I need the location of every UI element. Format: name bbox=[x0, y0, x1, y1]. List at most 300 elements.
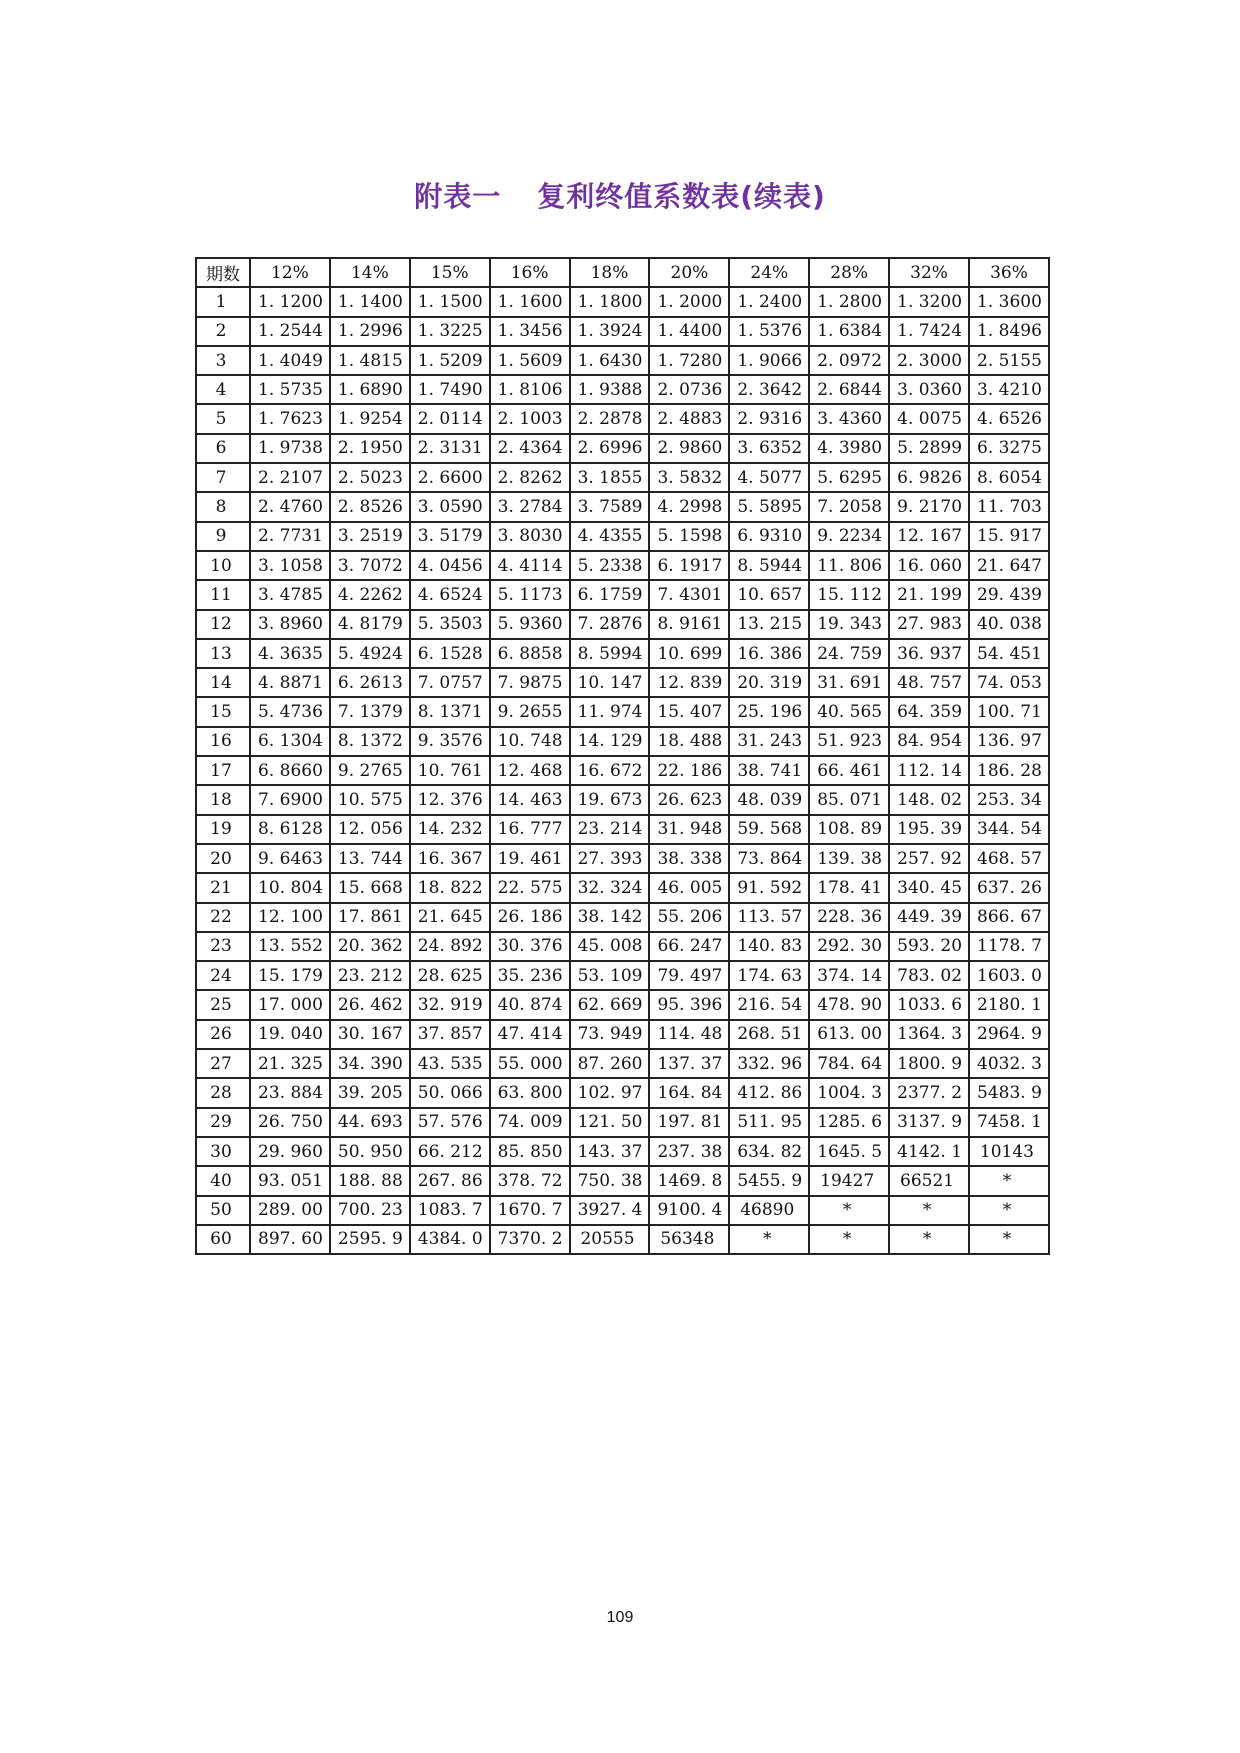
table-header-row bbox=[196, 258, 1049, 287]
factor-cell: 700. 23 bbox=[330, 1196, 410, 1225]
factor-cell: 8. 6128 bbox=[250, 815, 330, 844]
factor-cell: 137. 37 bbox=[649, 1049, 729, 1078]
factor-cell: 1. 4049 bbox=[250, 346, 330, 375]
factor-cell: 136. 97 bbox=[969, 727, 1049, 756]
factor-cell: 10. 147 bbox=[570, 668, 650, 697]
factor-cell: 51. 923 bbox=[809, 727, 889, 756]
factor-cell: 21. 325 bbox=[250, 1049, 330, 1078]
factor-cell: 66521 bbox=[889, 1166, 969, 1195]
factor-cell: 1. 5209 bbox=[410, 346, 490, 375]
period-cell: 30 bbox=[196, 1137, 250, 1166]
factor-cell: 28. 625 bbox=[410, 961, 490, 990]
factor-cell: 22. 186 bbox=[649, 756, 729, 785]
factor-cell: 4. 2262 bbox=[330, 580, 410, 609]
factor-cell: 62. 669 bbox=[570, 990, 650, 1019]
factor-cell: 1. 3225 bbox=[410, 317, 490, 346]
factor-cell: 2. 6844 bbox=[809, 375, 889, 404]
factor-cell: 23. 214 bbox=[570, 815, 650, 844]
period-cell: 20 bbox=[196, 844, 250, 873]
factor-cell: 10. 748 bbox=[490, 727, 570, 756]
factor-cell: 292. 30 bbox=[809, 932, 889, 961]
factor-cell: 344. 54 bbox=[969, 815, 1049, 844]
table-row bbox=[196, 1049, 1049, 1078]
factor-cell: 1. 9254 bbox=[330, 404, 410, 433]
factor-cell: 50. 066 bbox=[410, 1078, 490, 1107]
factor-cell: 66. 247 bbox=[649, 932, 729, 961]
factor-cell: 289. 00 bbox=[250, 1196, 330, 1225]
factor-cell: 20. 362 bbox=[330, 932, 410, 961]
factor-cell: 216. 54 bbox=[729, 990, 809, 1019]
factor-cell: 164. 84 bbox=[649, 1078, 729, 1107]
factor-cell: 9. 2170 bbox=[889, 492, 969, 521]
factor-cell: 2. 7731 bbox=[250, 522, 330, 551]
factor-cell: * bbox=[809, 1225, 889, 1254]
table-row bbox=[196, 1020, 1049, 1049]
factor-cell: 8. 5994 bbox=[570, 639, 650, 668]
factor-cell: 1. 2996 bbox=[330, 317, 410, 346]
factor-cell: 38. 338 bbox=[649, 844, 729, 873]
factor-cell: 95. 396 bbox=[649, 990, 729, 1019]
factor-cell: 11. 703 bbox=[969, 492, 1049, 521]
factor-cell: 3. 7072 bbox=[330, 551, 410, 580]
factor-cell: 1178. 7 bbox=[969, 932, 1049, 961]
factor-cell: 1. 2000 bbox=[649, 287, 729, 316]
table-row bbox=[196, 404, 1049, 433]
factor-cell: 16. 777 bbox=[490, 815, 570, 844]
factor-cell: 5. 4924 bbox=[330, 639, 410, 668]
factor-cell: 5. 1173 bbox=[490, 580, 570, 609]
factor-cell: 12. 056 bbox=[330, 815, 410, 844]
page-title-appendix: 附表一 bbox=[414, 179, 502, 213]
factor-cell: 783. 02 bbox=[889, 961, 969, 990]
factor-cell: 7370. 2 bbox=[490, 1225, 570, 1254]
factor-cell: 378. 72 bbox=[490, 1166, 570, 1195]
factor-cell: 26. 462 bbox=[330, 990, 410, 1019]
factor-cell: 19. 673 bbox=[570, 785, 650, 814]
factor-cell: 47. 414 bbox=[490, 1020, 570, 1049]
factor-cell: 2. 6996 bbox=[570, 434, 650, 463]
factor-cell: 4. 2998 bbox=[649, 492, 729, 521]
factor-cell: 178. 41 bbox=[809, 873, 889, 902]
factor-cell: 4. 3635 bbox=[250, 639, 330, 668]
factor-cell: 6. 1304 bbox=[250, 727, 330, 756]
factor-cell: 1. 4815 bbox=[330, 346, 410, 375]
factor-cell: 5. 2899 bbox=[889, 434, 969, 463]
period-cell: 60 bbox=[196, 1225, 250, 1254]
factor-cell: 12. 100 bbox=[250, 903, 330, 932]
factor-cell: 13. 552 bbox=[250, 932, 330, 961]
factor-cell: 43. 535 bbox=[410, 1049, 490, 1078]
factor-cell: 2. 2107 bbox=[250, 463, 330, 492]
factor-cell: 19. 040 bbox=[250, 1020, 330, 1049]
period-cell: 19 bbox=[196, 815, 250, 844]
factor-cell: 332. 96 bbox=[729, 1049, 809, 1078]
factor-cell: 11. 806 bbox=[809, 551, 889, 580]
factor-cell: 30. 167 bbox=[330, 1020, 410, 1049]
factor-cell: 1. 3456 bbox=[490, 317, 570, 346]
table-body bbox=[196, 287, 1049, 1254]
factor-cell: 27. 393 bbox=[570, 844, 650, 873]
factor-cell: 2. 1950 bbox=[330, 434, 410, 463]
factor-cell: 5483. 9 bbox=[969, 1078, 1049, 1107]
header-rate: 20% bbox=[649, 258, 729, 287]
factor-cell: 19. 343 bbox=[809, 610, 889, 639]
factor-cell: 1. 9738 bbox=[250, 434, 330, 463]
factor-cell: 1. 1500 bbox=[410, 287, 490, 316]
factor-cell: 1. 2544 bbox=[250, 317, 330, 346]
factor-cell: 50. 950 bbox=[330, 1137, 410, 1166]
factor-cell: 15. 917 bbox=[969, 522, 1049, 551]
factor-cell: 100. 71 bbox=[969, 697, 1049, 726]
factor-cell: 66. 212 bbox=[410, 1137, 490, 1166]
factor-cell: 7458. 1 bbox=[969, 1108, 1049, 1137]
factor-cell: 84. 954 bbox=[889, 727, 969, 756]
factor-cell: 15. 407 bbox=[649, 697, 729, 726]
factor-cell: 48. 039 bbox=[729, 785, 809, 814]
factor-cell: 57. 576 bbox=[410, 1108, 490, 1137]
period-cell: 12 bbox=[196, 610, 250, 639]
factor-cell: 10. 804 bbox=[250, 873, 330, 902]
table-row bbox=[196, 317, 1049, 346]
factor-cell: 1285. 6 bbox=[809, 1108, 889, 1137]
factor-cell: 7. 2058 bbox=[809, 492, 889, 521]
table-row bbox=[196, 1137, 1049, 1166]
period-cell: 3 bbox=[196, 346, 250, 375]
factor-cell: 1603. 0 bbox=[969, 961, 1049, 990]
factor-cell: 6. 1917 bbox=[649, 551, 729, 580]
factor-cell: * bbox=[969, 1196, 1049, 1225]
factor-cell: * bbox=[969, 1225, 1049, 1254]
factor-cell: 31. 243 bbox=[729, 727, 809, 756]
factor-cell: 197. 81 bbox=[649, 1108, 729, 1137]
factor-cell: 4. 0075 bbox=[889, 404, 969, 433]
factor-cell: 9. 3576 bbox=[410, 727, 490, 756]
factor-cell: 593. 20 bbox=[889, 932, 969, 961]
header-rate: 28% bbox=[809, 258, 889, 287]
table-row bbox=[196, 844, 1049, 873]
factor-cell: 7. 4301 bbox=[649, 580, 729, 609]
factor-cell: 74. 053 bbox=[969, 668, 1049, 697]
period-cell: 24 bbox=[196, 961, 250, 990]
factor-cell: 9. 6463 bbox=[250, 844, 330, 873]
period-cell: 4 bbox=[196, 375, 250, 404]
factor-cell: 10. 575 bbox=[330, 785, 410, 814]
factor-cell: 4032. 3 bbox=[969, 1049, 1049, 1078]
factor-cell: 24. 759 bbox=[809, 639, 889, 668]
factor-cell: 55. 000 bbox=[490, 1049, 570, 1078]
factor-cell: 2. 5023 bbox=[330, 463, 410, 492]
factor-cell: 253. 34 bbox=[969, 785, 1049, 814]
factor-cell: 15. 668 bbox=[330, 873, 410, 902]
factor-cell: 1. 5735 bbox=[250, 375, 330, 404]
factor-cell: 8. 6054 bbox=[969, 463, 1049, 492]
factor-cell: 3. 5832 bbox=[649, 463, 729, 492]
factor-cell: 3. 8960 bbox=[250, 610, 330, 639]
factor-cell: 7. 6900 bbox=[250, 785, 330, 814]
factor-cell: 1364. 3 bbox=[889, 1020, 969, 1049]
table-row bbox=[196, 903, 1049, 932]
factor-cell: 6. 1528 bbox=[410, 639, 490, 668]
table-row bbox=[196, 668, 1049, 697]
period-cell: 10 bbox=[196, 551, 250, 580]
factor-cell: 3. 2784 bbox=[490, 492, 570, 521]
factor-cell: 20. 319 bbox=[729, 668, 809, 697]
factor-cell: 1. 8496 bbox=[969, 317, 1049, 346]
factor-cell: 1. 7280 bbox=[649, 346, 729, 375]
factor-cell: 4. 4114 bbox=[490, 551, 570, 580]
table-row bbox=[196, 1108, 1049, 1137]
factor-cell: 74. 009 bbox=[490, 1108, 570, 1137]
factor-cell: 10. 761 bbox=[410, 756, 490, 785]
factor-cell: 4. 6524 bbox=[410, 580, 490, 609]
factor-cell: 6. 8858 bbox=[490, 639, 570, 668]
header-period: 期数 bbox=[196, 258, 250, 287]
factor-cell: 2377. 2 bbox=[889, 1078, 969, 1107]
factor-cell: 5. 1598 bbox=[649, 522, 729, 551]
factor-cell: 1033. 6 bbox=[889, 990, 969, 1019]
factor-cell: 26. 623 bbox=[649, 785, 729, 814]
period-cell: 16 bbox=[196, 727, 250, 756]
factor-cell: 468. 57 bbox=[969, 844, 1049, 873]
factor-cell: 7. 1379 bbox=[330, 697, 410, 726]
factor-cell: 8. 9161 bbox=[649, 610, 729, 639]
factor-cell: 2. 9860 bbox=[649, 434, 729, 463]
factor-cell: 3. 4210 bbox=[969, 375, 1049, 404]
factor-cell: 31. 948 bbox=[649, 815, 729, 844]
factor-cell: 4142. 1 bbox=[889, 1137, 969, 1166]
factor-cell: 32. 919 bbox=[410, 990, 490, 1019]
factor-cell: 3. 0590 bbox=[410, 492, 490, 521]
period-cell: 25 bbox=[196, 990, 250, 1019]
header-rate: 36% bbox=[969, 258, 1049, 287]
factor-cell: 3. 4785 bbox=[250, 580, 330, 609]
period-cell: 28 bbox=[196, 1078, 250, 1107]
table-row bbox=[196, 375, 1049, 404]
factor-cell: 3927. 4 bbox=[570, 1196, 650, 1225]
factor-cell: 4. 8179 bbox=[330, 610, 410, 639]
page-title bbox=[0, 175, 1240, 215]
factor-cell: 48. 757 bbox=[889, 668, 969, 697]
period-cell: 27 bbox=[196, 1049, 250, 1078]
header-rate: 14% bbox=[330, 258, 410, 287]
factor-cell: 4. 8871 bbox=[250, 668, 330, 697]
header-rate: 16% bbox=[490, 258, 570, 287]
factor-cell: 1. 7424 bbox=[889, 317, 969, 346]
factor-cell: 268. 51 bbox=[729, 1020, 809, 1049]
factor-cell: 16. 060 bbox=[889, 551, 969, 580]
factor-cell: 1. 3200 bbox=[889, 287, 969, 316]
header-rate: 15% bbox=[410, 258, 490, 287]
factor-cell: 45. 008 bbox=[570, 932, 650, 961]
factor-cell: 1. 5609 bbox=[490, 346, 570, 375]
header-rate: 24% bbox=[729, 258, 809, 287]
period-cell: 2 bbox=[196, 317, 250, 346]
factor-cell: 9. 2655 bbox=[490, 697, 570, 726]
factor-cell: 18. 822 bbox=[410, 873, 490, 902]
factor-cell: 6. 1759 bbox=[570, 580, 650, 609]
factor-cell: 2. 1003 bbox=[490, 404, 570, 433]
table-row bbox=[196, 1166, 1049, 1195]
factor-cell: 3. 0360 bbox=[889, 375, 969, 404]
factor-cell: * bbox=[809, 1196, 889, 1225]
factor-cell: 87. 260 bbox=[570, 1049, 650, 1078]
factor-cell: 54. 451 bbox=[969, 639, 1049, 668]
factor-cell: 2. 2878 bbox=[570, 404, 650, 433]
factor-cell: 750. 38 bbox=[570, 1166, 650, 1195]
page-title-table-name: 复利终值系数表(续表) bbox=[537, 179, 826, 213]
factor-cell: 8. 5944 bbox=[729, 551, 809, 580]
factor-cell: 139. 38 bbox=[809, 844, 889, 873]
factor-cell: 1. 6430 bbox=[570, 346, 650, 375]
factor-cell: 24. 892 bbox=[410, 932, 490, 961]
factor-cell: 2. 0114 bbox=[410, 404, 490, 433]
factor-cell: 59. 568 bbox=[729, 815, 809, 844]
factor-cell: 9. 2765 bbox=[330, 756, 410, 785]
factor-cell: 2. 9316 bbox=[729, 404, 809, 433]
factor-cell: 3. 6352 bbox=[729, 434, 809, 463]
factor-cell: 46890 bbox=[729, 1196, 809, 1225]
factor-cell: 5. 2338 bbox=[570, 551, 650, 580]
factor-cell: 2595. 9 bbox=[330, 1225, 410, 1254]
period-cell: 40 bbox=[196, 1166, 250, 1195]
table-row bbox=[196, 434, 1049, 463]
factor-cell: 56348 bbox=[649, 1225, 729, 1254]
factor-cell: 15. 179 bbox=[250, 961, 330, 990]
factor-cell: 3. 7589 bbox=[570, 492, 650, 521]
table-row bbox=[196, 990, 1049, 1019]
factor-cell: 16. 672 bbox=[570, 756, 650, 785]
factor-cell: 14. 129 bbox=[570, 727, 650, 756]
factor-cell: 21. 647 bbox=[969, 551, 1049, 580]
factor-cell: 26. 186 bbox=[490, 903, 570, 932]
factor-cell: 23. 884 bbox=[250, 1078, 330, 1107]
factor-cell: 5. 9360 bbox=[490, 610, 570, 639]
factor-cell: 5. 5895 bbox=[729, 492, 809, 521]
factor-cell: 4384. 0 bbox=[410, 1225, 490, 1254]
factor-cell: 14. 463 bbox=[490, 785, 570, 814]
table-row bbox=[196, 346, 1049, 375]
factor-cell: 79. 497 bbox=[649, 961, 729, 990]
table-row bbox=[196, 1225, 1049, 1254]
future-value-factor-table bbox=[195, 257, 1050, 1255]
factor-cell: 8. 1371 bbox=[410, 697, 490, 726]
factor-cell: 12. 167 bbox=[889, 522, 969, 551]
factor-cell: 5455. 9 bbox=[729, 1166, 809, 1195]
factor-cell: 17. 000 bbox=[250, 990, 330, 1019]
table-row bbox=[196, 580, 1049, 609]
factor-cell: 64. 359 bbox=[889, 697, 969, 726]
factor-cell: 10. 657 bbox=[729, 580, 809, 609]
table-row bbox=[196, 551, 1049, 580]
table-row bbox=[196, 727, 1049, 756]
factor-cell: 2. 4760 bbox=[250, 492, 330, 521]
period-cell: 21 bbox=[196, 873, 250, 902]
table-row bbox=[196, 697, 1049, 726]
period-cell: 11 bbox=[196, 580, 250, 609]
period-cell: 17 bbox=[196, 756, 250, 785]
factor-cell: 6. 8660 bbox=[250, 756, 330, 785]
factor-cell: * bbox=[969, 1166, 1049, 1195]
period-cell: 8 bbox=[196, 492, 250, 521]
factor-cell: 1800. 9 bbox=[889, 1049, 969, 1078]
factor-cell: 634. 82 bbox=[729, 1137, 809, 1166]
period-cell: 29 bbox=[196, 1108, 250, 1137]
factor-cell: 9. 2234 bbox=[809, 522, 889, 551]
factor-cell: 55. 206 bbox=[649, 903, 729, 932]
factor-cell: 449. 39 bbox=[889, 903, 969, 932]
factor-cell: 2. 8526 bbox=[330, 492, 410, 521]
table-row bbox=[196, 815, 1049, 844]
period-cell: 5 bbox=[196, 404, 250, 433]
factor-cell: 6. 3275 bbox=[969, 434, 1049, 463]
factor-cell: 8. 1372 bbox=[330, 727, 410, 756]
factor-cell: 31. 691 bbox=[809, 668, 889, 697]
factor-cell: 121. 50 bbox=[570, 1108, 650, 1137]
table-row bbox=[196, 1078, 1049, 1107]
factor-cell: 12. 839 bbox=[649, 668, 729, 697]
factor-cell: 12. 376 bbox=[410, 785, 490, 814]
factor-cell: 113. 57 bbox=[729, 903, 809, 932]
factor-cell: 174. 63 bbox=[729, 961, 809, 990]
factor-cell: 374. 14 bbox=[809, 961, 889, 990]
factor-cell: 85. 071 bbox=[809, 785, 889, 814]
factor-cell: 5. 6295 bbox=[809, 463, 889, 492]
factor-cell: 16. 386 bbox=[729, 639, 809, 668]
factor-cell: 32. 324 bbox=[570, 873, 650, 902]
period-cell: 22 bbox=[196, 903, 250, 932]
factor-cell: 2. 6600 bbox=[410, 463, 490, 492]
factor-cell: 3. 8030 bbox=[490, 522, 570, 551]
factor-cell: 2. 3642 bbox=[729, 375, 809, 404]
factor-cell: 195. 39 bbox=[889, 815, 969, 844]
factor-cell: 37. 857 bbox=[410, 1020, 490, 1049]
factor-cell: 1. 2800 bbox=[809, 287, 889, 316]
period-cell: 23 bbox=[196, 932, 250, 961]
factor-cell: 3. 5179 bbox=[410, 522, 490, 551]
factor-cell: 1645. 5 bbox=[809, 1137, 889, 1166]
header-rate: 18% bbox=[570, 258, 650, 287]
factor-cell: 91. 592 bbox=[729, 873, 809, 902]
factor-cell: 1. 1800 bbox=[570, 287, 650, 316]
factor-cell: 140. 83 bbox=[729, 932, 809, 961]
factor-cell: 2180. 1 bbox=[969, 990, 1049, 1019]
period-cell: 1 bbox=[196, 287, 250, 316]
factor-cell: 1. 7623 bbox=[250, 404, 330, 433]
factor-cell: 6. 9310 bbox=[729, 522, 809, 551]
table-row bbox=[196, 463, 1049, 492]
factor-cell: 897. 60 bbox=[250, 1225, 330, 1254]
factor-cell: 186. 28 bbox=[969, 756, 1049, 785]
factor-cell: 257. 92 bbox=[889, 844, 969, 873]
factor-cell: 1. 1200 bbox=[250, 287, 330, 316]
factor-cell: 4. 0456 bbox=[410, 551, 490, 580]
factor-cell: 1. 9066 bbox=[729, 346, 809, 375]
factor-cell: 7. 2876 bbox=[570, 610, 650, 639]
factor-cell: 1. 6890 bbox=[330, 375, 410, 404]
factor-cell: 3. 2519 bbox=[330, 522, 410, 551]
factor-cell: 73. 949 bbox=[570, 1020, 650, 1049]
factor-cell: 20555 bbox=[570, 1225, 650, 1254]
period-cell: 18 bbox=[196, 785, 250, 814]
factor-cell: * bbox=[889, 1196, 969, 1225]
factor-cell: 36. 937 bbox=[889, 639, 969, 668]
factor-cell: 1. 4400 bbox=[649, 317, 729, 346]
factor-cell: 21. 645 bbox=[410, 903, 490, 932]
factor-cell: 9100. 4 bbox=[649, 1196, 729, 1225]
factor-cell: 228. 36 bbox=[809, 903, 889, 932]
factor-cell: 15. 112 bbox=[809, 580, 889, 609]
header-rate: 32% bbox=[889, 258, 969, 287]
